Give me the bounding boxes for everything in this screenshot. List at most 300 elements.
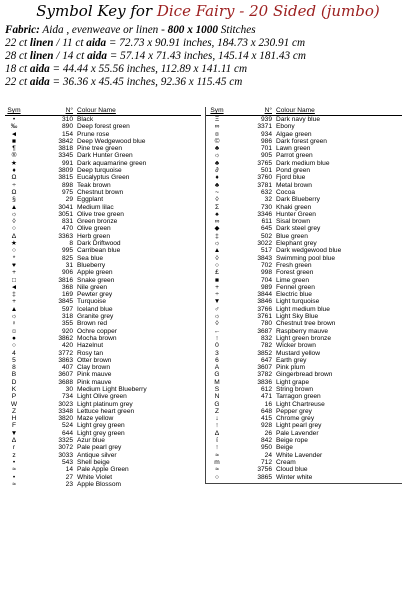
colour-name-cell: Light platinum grey [77,400,133,408]
table-row [5,225,201,232]
table-row [206,225,402,232]
table-row [206,430,402,437]
number-cell: 501 [260,167,272,175]
table-row [206,444,402,451]
colour-name-cell: Light turquoise [276,298,320,306]
number-cell: 517 [260,247,272,255]
colour-name-cell: Shell beige [77,458,110,466]
colour-name-cell: Light green bronze [276,334,331,342]
colour-name-cell: Sisal brown [276,218,311,226]
symbol-cell: 8 [12,364,16,372]
colour-name-cell: Dark Blueberry [276,196,320,204]
table-row [206,371,402,378]
table-row [5,306,201,313]
table-row [5,401,201,408]
symbol-table-left [5,107,201,488]
symbol-cell: ∂ [215,167,219,175]
symbol-cell: ○ [12,247,16,255]
number-cell: 3772 [58,349,73,357]
colour-name-cell: Hunter Green [276,210,316,218]
number-cell: 3363 [58,232,73,240]
symbol-cell: 5 [12,356,16,364]
number-cell: 991 [61,159,73,167]
colour-name-cell: Algae green [276,130,312,138]
number-cell: 16 [264,400,272,408]
symbol-cell: £ [215,269,219,277]
table-row [206,386,402,393]
table-row [5,386,201,393]
colour-name-cell: Mocha brown [77,334,117,342]
table-row [5,313,201,320]
colour-name-cell: Dark steel grey [276,225,321,233]
number-cell: 29 [65,196,73,204]
header-sym: Sym [210,107,224,114]
colour-name-cell: Light pearl grey [276,422,322,430]
number-cell: 3607 [58,371,73,379]
symbol-cell: ○ [12,225,16,233]
table-row [5,152,201,159]
number-cell: 3687 [257,327,272,335]
symbol-cell: ‡ [12,291,16,299]
symbol-cell: * [12,254,16,262]
table-row [5,123,201,130]
symbol-cell: ‰ [10,123,18,131]
number-cell: 502 [260,232,272,240]
table-row [206,284,402,291]
table-row [206,174,402,181]
table-row [206,408,402,415]
colour-name-cell: Fennel green [276,283,315,291]
symbol-cell: ÷ [12,181,16,189]
colour-name-cell: Eggplant [77,196,104,204]
number-cell: 934 [260,130,272,138]
symbol-cell: ♀ [11,320,17,328]
symbol-cell: © [214,137,220,145]
colour-name-cell: Pine tree green [77,145,123,153]
number-cell: 524 [61,422,73,430]
header-sym: Sym [7,107,21,114]
table-row [5,320,201,327]
number-cell: 471 [260,393,272,401]
number-cell: 31 [65,261,73,269]
table-row [206,123,402,130]
title-name: Dice Fairy - 20 Sided (jumbo) [156,2,380,20]
number-cell: 890 [61,123,73,131]
colour-name-cell: Chestnut tree brown [276,320,336,328]
colour-name-cell: Pewter grey [77,291,113,299]
colour-name-cell: Dark medium blue [276,159,330,167]
symbol-cell: ◊ [215,320,219,328]
colour-name-cell: Lime green [276,276,309,284]
colour-name-cell: Pink plum [276,364,305,372]
colour-name-cell: Light grey green [77,422,125,430]
colour-name-cell: Fresh green [276,261,312,269]
fabric-size-line [5,76,242,88]
table-row [5,233,201,240]
colour-name-cell: Khaki green [276,203,312,211]
number-cell: 26 [264,429,272,437]
table-row [5,364,201,371]
table-header [5,107,201,116]
number-cell: 24 [264,451,272,459]
symbol-cell: Δ [11,232,17,240]
colour-name-cell: Beige rope [276,437,308,445]
table-row [206,320,402,327]
symbol-cell: A [214,364,220,372]
table-row [5,138,201,145]
colour-name-cell: Otter brown [77,356,112,364]
table-row [206,138,402,145]
colour-name-cell: Snake green [77,276,115,284]
number-cell: 644 [61,429,73,437]
symbol-cell: r [12,444,16,452]
symbol-cell: ★ [11,240,17,248]
colour-name-cell: Winter white [276,473,313,481]
symbol-cell: ‡ [215,232,219,240]
symbol-cell: ♂ [214,305,220,313]
colour-name-cell: Brown red [77,320,108,328]
symbol-cell: H [11,415,17,423]
number-cell: 3863 [58,356,73,364]
colour-name-cell: Gingerbread brown [276,371,333,379]
number-cell: 3051 [58,210,73,218]
number-cell: 27 [65,473,73,481]
number-cell: 782 [260,342,272,350]
colour-name-cell: Hazelnut [77,342,104,350]
colour-name-cell: Deep forest green [77,123,130,131]
symbol-cell: ♣ [214,145,220,153]
table-row [5,160,201,167]
colour-name-cell: Carribean blue [77,247,121,255]
table-row [5,247,201,254]
colour-name-cell: Cocoa [276,188,296,196]
table-row [206,306,402,313]
symbol-cell: F [11,422,17,430]
colour-name-cell: Apple green [77,269,113,277]
colour-name-cell: Maze yellow [77,415,114,423]
colour-name-cell: Cream [276,458,296,466]
table-row [206,255,402,262]
symbol-cell: Ξ [214,116,220,123]
table-row [5,452,201,459]
number-cell: 318 [61,313,73,321]
number-cell: 30 [65,385,73,393]
symbol-cell: ◊ [12,218,16,226]
number-cell: 825 [61,254,73,262]
number-cell: 648 [260,407,272,415]
colour-name-cell: Granite grey [77,313,114,321]
colour-name-cell: Ebony [276,123,295,131]
table-row [5,466,201,473]
table-row [5,481,201,488]
number-cell: 355 [61,320,73,328]
colour-name-cell: Eucalyptus Green [77,174,130,182]
symbol-cell: G [214,371,220,379]
table-row [206,211,402,218]
number-cell: 3843 [257,254,272,262]
table-row [206,328,402,335]
fabric-text: Aida , evenweave or linen - [39,24,168,36]
symbol-cell: • [12,116,16,123]
table-row [5,408,201,415]
colour-name-cell: Pink mauve [77,371,112,379]
table-row [5,393,201,400]
table-row [5,196,201,203]
colour-name-cell: Olive tree green [77,210,124,218]
table-row [206,466,402,473]
symbol-cell: ≈ [215,466,219,474]
symbol-cell: G [214,400,220,408]
number-cell: 597 [61,305,73,313]
colour-name-cell: Pepper grey [276,407,312,415]
colour-name-cell: Blue green [276,232,308,240]
colour-name-cell: Turquoise [77,298,107,306]
fabric-size-part: = 57.14 x 71.43 inches, 145.14 x 181.43 cm [106,50,306,62]
table-row [5,371,201,378]
fabric-size-part: 22 ct [5,37,30,49]
number-cell: 712 [260,458,272,466]
table-row [5,269,201,276]
table-row [206,291,402,298]
symbol-cell: ■ [12,137,16,145]
symbol-cell: ▲ [10,305,18,313]
colour-name-cell: Dark forest green [276,137,327,145]
symbol-cell: ◄ [10,130,18,138]
table-body-right [206,116,402,481]
table-row [206,422,402,429]
number-cell: 407 [61,364,73,372]
fabric-size-line [5,37,305,49]
table-row [206,393,402,400]
symbol-cell: ¶ [12,145,16,153]
colour-name-cell: Parrot green [276,152,313,160]
number-cell: 14 [65,466,73,474]
title-prefix: Symbol Key for [36,2,153,20]
symbol-cell: W [10,400,18,408]
colour-name-cell: Light Chartreuse [276,400,325,408]
number-cell: 3022 [257,240,272,248]
number-cell: 420 [61,342,73,350]
table-row [206,459,402,466]
number-cell: 831 [61,218,73,226]
number-cell: 3756 [257,466,272,474]
number-cell: 998 [260,269,272,277]
table-row [5,211,201,218]
colour-name-cell: Electric blue [276,291,312,299]
colour-name-cell: Dark aquamarine green [77,159,147,167]
table-row [206,160,402,167]
colour-name-cell: Fjord blue [276,174,306,182]
header-number: N° [264,107,272,114]
symbol-cell: ∞ [214,123,220,131]
number-cell: 995 [61,247,73,255]
table-row [5,167,201,174]
colour-name-cell: Pond green [276,167,311,175]
table-row [206,145,402,152]
table-body-left [5,116,201,488]
table-row [5,204,201,211]
symbol-cell: P [11,393,17,401]
colour-name-cell: Deep turquoise [77,167,122,175]
table-row [206,350,402,357]
symbol-cell: ☼ [213,313,221,321]
table-row [206,342,402,349]
number-cell: 3023 [58,400,73,408]
colour-name-cell: Light grey green [77,429,125,437]
fabric-line [5,24,256,36]
header-colour-name: Colour Name [77,107,116,114]
symbol-cell: B [11,371,17,379]
symbol-cell: 3 [215,349,219,357]
symbol-cell: Z [11,407,17,415]
number-cell: 3844 [257,291,272,299]
colour-name-cell: Azur blue [77,437,105,445]
number-cell: 154 [61,130,73,138]
symbol-cell: D [11,378,17,386]
number-cell: 704 [260,276,272,284]
symbol-cell: ~ [215,188,219,196]
table-row [206,218,402,225]
fabric-size-part: aida [29,76,50,88]
symbol-cell: ↓ [215,415,219,423]
table-row [5,328,201,335]
colour-name-cell: Chrome grey [276,415,315,423]
number-cell: 3033 [58,451,73,459]
number-cell: 3845 [58,298,73,306]
number-cell: 986 [260,137,272,145]
colour-name-cell: Deep Wedgewood blue [77,137,146,145]
number-cell: 939 [260,116,272,123]
symbol-cell: ≈ [12,466,16,474]
colour-name-cell: Antique silver [77,451,117,459]
colour-name-cell: Metal brown [276,181,312,189]
symbol-cell: ί [216,437,218,445]
table-row [206,364,402,371]
table-row [5,430,201,437]
number-cell: 3782 [257,371,272,379]
number-cell: 3688 [58,378,73,386]
colour-name-cell: Clay brown [77,364,110,372]
colour-name-cell: Dark Driftwood [77,240,121,248]
colour-name-cell: Ochre copper [77,327,117,335]
colour-name-cell: Raspberry mauve [276,327,329,335]
colour-name-cell: Lawn green [276,145,311,153]
number-cell: 898 [61,181,73,189]
symbol-cell: ≈ [215,451,219,459]
colour-name-cell: Mustard yellow [276,349,320,357]
stitch-size: 800 x 1000 [167,24,218,36]
symbol-cell: ÷ [215,291,219,299]
table-row [206,131,402,138]
table-row [5,240,201,247]
number-cell: 3836 [257,378,272,386]
number-cell: 734 [61,393,73,401]
table-row [5,459,201,466]
symbol-cell: 0 [215,342,219,350]
symbol-cell: ☼ [213,152,221,160]
number-cell: 368 [61,283,73,291]
table-row [5,474,201,481]
table-row [5,335,201,342]
colour-name-cell: Elephant grey [276,240,317,248]
number-cell: 975 [61,188,73,196]
table-row [206,233,402,240]
symbol-cell: ♣ [214,181,220,189]
symbol-cell: ▼ [10,429,18,437]
symbol-cell: N [214,393,220,401]
table-row [5,444,201,451]
fabric-size-part: / 14 ct [53,50,88,62]
number-cell: 842 [260,437,272,445]
table-row [206,189,402,196]
fabric-size-part: linen [29,37,54,49]
colour-name-cell: White Lavender [276,451,323,459]
symbol-cell: + [12,269,16,277]
symbol-cell: m [214,458,220,466]
symbol-cell: ¤ [215,130,219,138]
number-cell: 928 [260,422,272,430]
symbol-cell: ■ [215,276,219,284]
number-cell: 169 [61,291,73,299]
number-cell: 3346 [257,210,272,218]
page-title [0,1,416,21]
colour-name-cell: Iceland blue [77,305,113,313]
symbol-cell: Ω [11,188,17,196]
table-row [206,437,402,444]
number-cell: 989 [260,283,272,291]
symbol-cell: ← [213,327,221,335]
symbol-cell: ● [12,334,16,342]
colour-name-cell: Apple Blossom [77,480,121,488]
symbol-cell: § [12,196,16,204]
table-row [5,277,201,284]
table-row [206,116,402,123]
table-row [5,284,201,291]
number-cell: 645 [260,225,272,233]
table-row [5,131,201,138]
symbol-cell: ★ [11,159,17,167]
table-row [5,218,201,225]
colour-name-cell: Medium lilac [77,203,114,211]
symbol-cell: ○ [12,342,16,350]
table-row [206,357,402,364]
fabric-size-part: aida [29,63,50,75]
table-row [5,262,201,269]
symbol-cell: ☺ [10,327,18,335]
fabric-size-part: aida [87,50,107,62]
symbol-cell: ◄ [10,283,18,291]
table-row [206,262,402,269]
number-cell: 3766 [257,305,272,313]
table-row [206,401,402,408]
table-row [5,379,201,386]
table-row [206,152,402,159]
symbol-cell: Σ [214,203,220,211]
number-cell: 3325 [58,437,73,445]
colour-name-cell: White Violet [77,473,113,481]
number-cell: 906 [61,269,73,277]
number-cell: 3348 [58,407,73,415]
colour-name-cell: Tarragon green [276,393,321,401]
colour-name-cell: Dark wedgewood blue [276,247,342,255]
symbol-cell: • [12,473,16,481]
symbol-cell: Z [214,407,220,415]
number-cell: 3607 [257,364,272,372]
symbol-cell: □ [12,276,16,284]
table-row [5,145,201,152]
number-cell: 32 [264,196,272,204]
colour-name-cell: Prune rose [77,130,110,138]
